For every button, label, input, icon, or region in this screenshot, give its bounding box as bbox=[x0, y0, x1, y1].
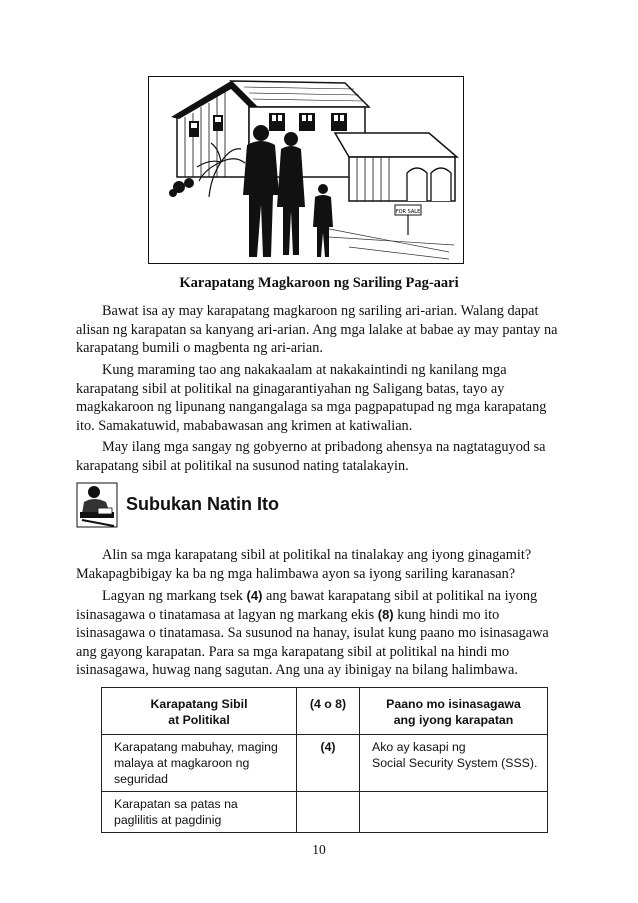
paragraph-2: Kung maraming tao ang nakakaalam at nakakaintindi ng kanilang mga karapatang sibil at politikal na ginagarantiyahan ng Saligang batas, tayo ay magkakaroon ng lipunang nangangalaga sa mga pagpapatupad ng mga karapatang ito. Samakatuwid, mababawasan ang krimen at katiwalian. bbox=[76, 362, 547, 434]
for-sale-sign: FOR SALE bbox=[395, 209, 421, 215]
house-drawing-icon bbox=[149, 77, 462, 262]
page-number: 10 bbox=[312, 842, 326, 857]
row-mark: (4) bbox=[297, 735, 360, 792]
paragraph-3: May ilang mga sangay ng gobyerno at pribadong ahensya na nagtataguyod sa karapatang sibil at politikal na susunod nating tatalakayin. bbox=[76, 439, 546, 474]
row-right: Karapatang mabuhay, maging malaya at magkaroon ng seguridad bbox=[102, 735, 297, 792]
cross-mark-symbol: (8) bbox=[377, 606, 394, 622]
row-right: Karapatan sa patas na paglilitis at pagdinig bbox=[102, 792, 297, 833]
header-rights: Karapatang Sibil at Politikal bbox=[102, 688, 297, 735]
rights-table bbox=[101, 687, 548, 833]
instruction-text-c: kung hindi mo ito isinasagawa o tinatamasa. Sa susunod na hanay, isulat kung paano mo isinasagawa ang gayong karapatan. Para sa mga karapatang sibil at politikal na hindi mo isinasagawa, huwag nang sagutan. Ang una ay ibinigay na bilang halimbawa. bbox=[76, 606, 549, 679]
check-mark-symbol: (4) bbox=[246, 588, 263, 603]
table-row bbox=[102, 735, 548, 792]
section-heading bbox=[76, 480, 376, 532]
student-writing-icon bbox=[76, 482, 118, 528]
table-header-row bbox=[102, 688, 548, 735]
row-how: Ako ay kasapi ng Social Security System (SSS). bbox=[360, 735, 548, 792]
table-row bbox=[102, 792, 548, 833]
header-how: Paano mo isinasagawa ang iyong karapatan bbox=[360, 688, 548, 735]
instruction-text-b: ang bawat karapatang sibil at politikal na iyong isinasagawa o tinatamasa at lagyan ng markang ekis bbox=[76, 588, 538, 623]
section-title: Subukan Natin Ito bbox=[126, 494, 279, 514]
row-how[interactable] bbox=[360, 792, 548, 833]
instruction-text-a: Lagyan ng markang tsek bbox=[102, 588, 243, 604]
paragraph-1: Bawat isa ay may karapatang magkaroon ng sariling ari-arian. Walang dapat alisan ng karapatan sa kanyang ari-arian. Ang mga lalake at babae ay may pantay na karapatang bumili o magbenta ng ari-arian. bbox=[76, 303, 558, 357]
paragraph-5 bbox=[76, 587, 560, 680]
image-caption: Karapatang Magkaroon ng Sariling Pag-aari bbox=[179, 275, 459, 291]
header-mark: (4 o 8) bbox=[297, 688, 360, 735]
paragraph-4: Alin sa mga karapatang sibil at politikal na tinalakay ang iyong ginagamit? Makapagbibigay ka ba ng mga halimbawa ayon sa iyong sariling karanasan? bbox=[76, 547, 532, 582]
family-house-illustration bbox=[148, 76, 464, 264]
row-mark[interactable] bbox=[297, 792, 360, 833]
